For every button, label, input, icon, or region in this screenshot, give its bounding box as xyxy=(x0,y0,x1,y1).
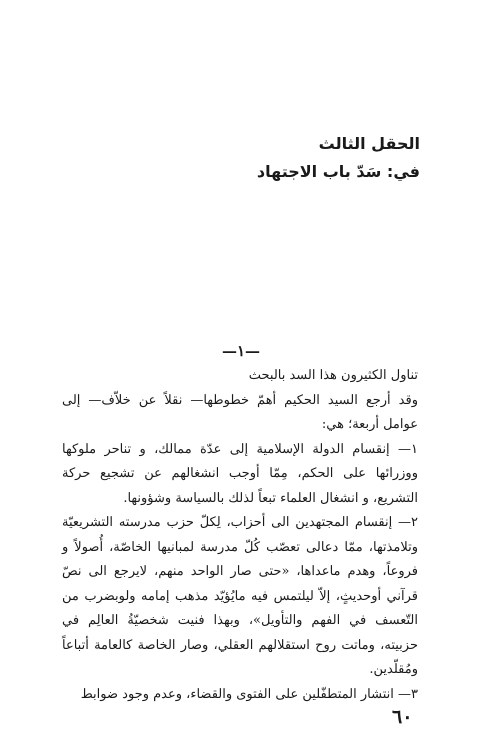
paragraph-intro: تناول الكثيرون هذا السد بالبحث xyxy=(248,368,418,383)
chapter-title: الحقل الثالث xyxy=(318,134,420,153)
paragraph-factor-1: ١— إنقسام الدولة الإسلامية إلى عدّة ممالك، و تناحر ملوكها ووزرائها على الحكم، مِمّا أوجب انشغالهم عن تشجيع حركة التشريع، و انشغال العلماء تبعاً لذلك بالسياسة وشؤونها. xyxy=(62,441,418,506)
section-number: —١— xyxy=(221,342,261,360)
paragraph-factor-3: ٣— انتشار المتطفّلين على الفتوى والقضاء، وعدم وجود ضوابط xyxy=(80,686,418,702)
paragraph-factor-2: ٢— إنقسام المجتهدين الى أحزاب، لِكلّ حزب مدرسته التشريعيّة وتلامذتها، ممّا دعالى تعصّب كُلّ مدرسة لمبانيها الخاصّة، أُصولاً و فروعاً، وهدم ماعداها، «حتى صار الواحد منهم، لايرجع الى نصّ قرآني أوحديثٍ، إلاّ ليلتمس فيه مايُؤيّد مذهب إمامه ولوبضرب من التّعسف في الفهم والتأويل»، وبهذا فنيت شخصيّةُ العالِم في حزبيته، وماتت روح استقلالهم العقلي، وصار الخاصة كالعامة أتباعاً ومُقلّدين. xyxy=(62,515,418,677)
body-text xyxy=(62,364,418,707)
chapter-subtitle: في: سَدّ باب الاجتهاد xyxy=(256,162,420,181)
paragraph-factors-intro: وقد أرجع السيد الحكيم أهمّ خطوطها— نقلاً عن خلاّف— إلى عوامل أربعة؛ هي: xyxy=(62,392,418,432)
chapter-heading xyxy=(60,130,420,186)
page-number: ٦٠ xyxy=(392,706,413,728)
